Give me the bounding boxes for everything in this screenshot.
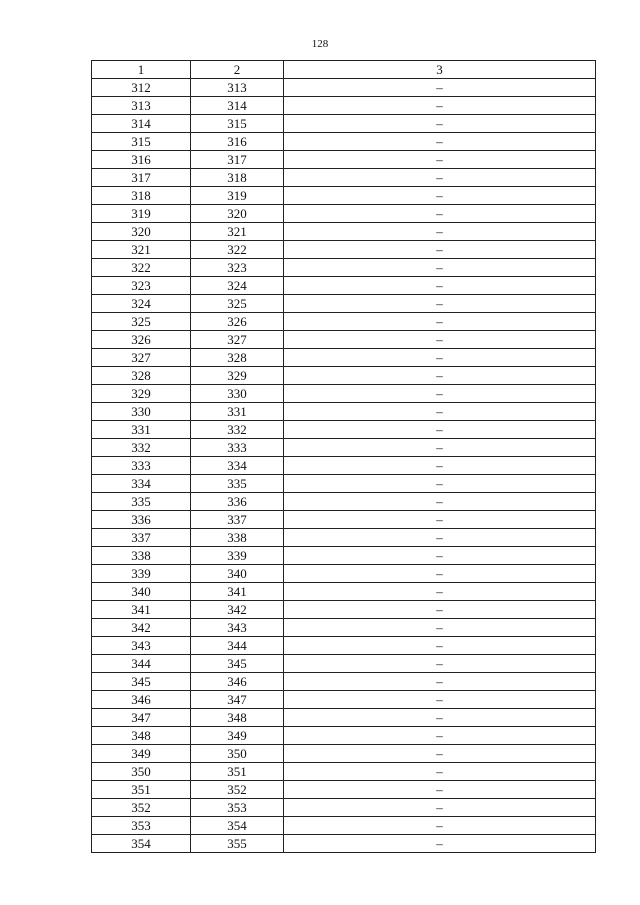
- table-cell-col-3: –: [284, 403, 596, 421]
- table-cell-col-1: 341: [92, 601, 191, 619]
- table-row: [92, 601, 596, 619]
- table-cell-col-1: 322: [92, 259, 191, 277]
- table-row: [92, 673, 596, 691]
- table-cell-col-1: 345: [92, 673, 191, 691]
- table-cell-col-1: 312: [92, 79, 191, 97]
- table-row: [92, 727, 596, 745]
- table-cell-col-1: 314: [92, 115, 191, 133]
- table-cell-col-2: 355: [191, 835, 284, 853]
- table-cell-col-1: 323: [92, 277, 191, 295]
- table-cell-col-1: 342: [92, 619, 191, 637]
- table-cell-col-2: 351: [191, 763, 284, 781]
- table-cell-col-3: –: [284, 241, 596, 259]
- table-cell-col-2: 316: [191, 133, 284, 151]
- table-cell-col-1: 337: [92, 529, 191, 547]
- table-row: [92, 781, 596, 799]
- table-cell-col-2: 328: [191, 349, 284, 367]
- table-cell-col-3: –: [284, 511, 596, 529]
- table-row: [92, 547, 596, 565]
- table-cell-col-3: –: [284, 529, 596, 547]
- table-cell-col-2: 318: [191, 169, 284, 187]
- table-cell-col-1: 354: [92, 835, 191, 853]
- table-row: [92, 655, 596, 673]
- table-cell-col-3: –: [284, 799, 596, 817]
- table-cell-col-1: 313: [92, 97, 191, 115]
- table-cell-col-1: 321: [92, 241, 191, 259]
- table-row: [92, 97, 596, 115]
- table-cell-col-3: –: [284, 295, 596, 313]
- table-cell-col-1: 339: [92, 565, 191, 583]
- table-row: [92, 367, 596, 385]
- table-row: [92, 403, 596, 421]
- table-cell-col-1: 338: [92, 547, 191, 565]
- page-number: 128: [311, 38, 329, 50]
- table-cell-col-2: 317: [191, 151, 284, 169]
- table-row: [92, 835, 596, 853]
- table-cell-col-1: 346: [92, 691, 191, 709]
- table-cell-col-2: 313: [191, 79, 284, 97]
- table-cell-col-2: 322: [191, 241, 284, 259]
- table-cell-col-1: 336: [92, 511, 191, 529]
- table-cell-col-1: 332: [92, 439, 191, 457]
- table-row: [92, 817, 596, 835]
- table-cell-col-2: 335: [191, 475, 284, 493]
- table-cell-col-3: –: [284, 133, 596, 151]
- table-cell-col-1: 334: [92, 475, 191, 493]
- table-cell-col-3: –: [284, 151, 596, 169]
- table-row: [92, 439, 596, 457]
- table-row: [92, 151, 596, 169]
- table-cell-col-2: 334: [191, 457, 284, 475]
- table-cell-col-1: 347: [92, 709, 191, 727]
- table-cell-col-2: 320: [191, 205, 284, 223]
- table-cell-col-1: 350: [92, 763, 191, 781]
- table-row: [92, 349, 596, 367]
- table-cell-col-3: –: [284, 835, 596, 853]
- table-row: [92, 709, 596, 727]
- table-cell-col-3: –: [284, 277, 596, 295]
- table-row: [92, 277, 596, 295]
- table-cell-col-3: –: [284, 493, 596, 511]
- table-cell-col-3: –: [284, 637, 596, 655]
- table-cell-col-3: –: [284, 259, 596, 277]
- table-cell-col-1: 348: [92, 727, 191, 745]
- table-cell-col-2: 354: [191, 817, 284, 835]
- table-cell-col-2: 342: [191, 601, 284, 619]
- table-cell-col-2: 337: [191, 511, 284, 529]
- column-header-1: 1: [92, 61, 191, 79]
- table-cell-col-2: 315: [191, 115, 284, 133]
- table-cell-col-3: –: [284, 673, 596, 691]
- table-cell-col-3: –: [284, 349, 596, 367]
- table-cell-col-1: 318: [92, 187, 191, 205]
- table-body: [92, 79, 596, 853]
- table-cell-col-1: 315: [92, 133, 191, 151]
- table-cell-col-3: –: [284, 565, 596, 583]
- table-cell-col-2: 326: [191, 313, 284, 331]
- table-cell-col-3: –: [284, 313, 596, 331]
- table-cell-col-2: 325: [191, 295, 284, 313]
- table-cell-col-1: 326: [92, 331, 191, 349]
- table-cell-col-3: –: [284, 97, 596, 115]
- table-cell-col-3: –: [284, 331, 596, 349]
- table-row: [92, 313, 596, 331]
- table-cell-col-3: –: [284, 601, 596, 619]
- table-cell-col-3: –: [284, 187, 596, 205]
- table-cell-col-1: 324: [92, 295, 191, 313]
- table-cell-col-3: –: [284, 169, 596, 187]
- table-row: [92, 169, 596, 187]
- table-cell-col-2: 346: [191, 673, 284, 691]
- table-cell-col-1: 340: [92, 583, 191, 601]
- table-cell-col-1: 335: [92, 493, 191, 511]
- table-cell-col-2: 353: [191, 799, 284, 817]
- table-cell-col-2: 331: [191, 403, 284, 421]
- table-cell-col-2: 327: [191, 331, 284, 349]
- table-cell-col-3: –: [284, 817, 596, 835]
- table-cell-col-3: –: [284, 655, 596, 673]
- table-cell-col-3: –: [284, 385, 596, 403]
- table-cell-col-1: 329: [92, 385, 191, 403]
- table-cell-col-3: –: [284, 583, 596, 601]
- table-cell-col-2: 345: [191, 655, 284, 673]
- data-table: [91, 60, 596, 853]
- table-header-row: [92, 61, 596, 79]
- table-row: [92, 493, 596, 511]
- table-cell-col-3: –: [284, 457, 596, 475]
- table-row: [92, 619, 596, 637]
- table-cell-col-1: 325: [92, 313, 191, 331]
- table-cell-col-1: 327: [92, 349, 191, 367]
- table-cell-col-3: –: [284, 709, 596, 727]
- table-cell-col-2: 336: [191, 493, 284, 511]
- table-row: [92, 385, 596, 403]
- table-cell-col-3: –: [284, 223, 596, 241]
- column-header-3: 3: [284, 61, 596, 79]
- table-row: [92, 205, 596, 223]
- table-row: [92, 763, 596, 781]
- table-cell-col-1: 343: [92, 637, 191, 655]
- table-row: [92, 565, 596, 583]
- table-cell-col-1: 319: [92, 205, 191, 223]
- table-cell-col-1: 316: [92, 151, 191, 169]
- table-cell-col-3: –: [284, 475, 596, 493]
- table-cell-col-1: 331: [92, 421, 191, 439]
- table-row: [92, 133, 596, 151]
- table-cell-col-1: 349: [92, 745, 191, 763]
- table-cell-col-3: –: [284, 691, 596, 709]
- table-row: [92, 457, 596, 475]
- table-cell-col-1: 344: [92, 655, 191, 673]
- table-row: [92, 475, 596, 493]
- table-cell-col-2: 348: [191, 709, 284, 727]
- table-cell-col-1: 351: [92, 781, 191, 799]
- table-row: [92, 223, 596, 241]
- table-cell-col-2: 352: [191, 781, 284, 799]
- table-cell-col-3: –: [284, 547, 596, 565]
- table-cell-col-2: 344: [191, 637, 284, 655]
- table-cell-col-3: –: [284, 115, 596, 133]
- table-cell-col-2: 319: [191, 187, 284, 205]
- table-cell-col-3: –: [284, 781, 596, 799]
- table-cell-col-3: –: [284, 619, 596, 637]
- table-cell-col-3: –: [284, 439, 596, 457]
- table-row: [92, 529, 596, 547]
- table-row: [92, 511, 596, 529]
- table-row: [92, 691, 596, 709]
- table-cell-col-2: 338: [191, 529, 284, 547]
- table-cell-col-1: 353: [92, 817, 191, 835]
- table-row: [92, 295, 596, 313]
- table-cell-col-2: 340: [191, 565, 284, 583]
- table-cell-col-1: 330: [92, 403, 191, 421]
- table-cell-col-1: 317: [92, 169, 191, 187]
- table-row: [92, 187, 596, 205]
- table-cell-col-2: 321: [191, 223, 284, 241]
- table-cell-col-3: –: [284, 205, 596, 223]
- table-row: [92, 259, 596, 277]
- table-cell-col-2: 350: [191, 745, 284, 763]
- table-cell-col-3: –: [284, 421, 596, 439]
- table-cell-col-2: 349: [191, 727, 284, 745]
- table-cell-col-1: 328: [92, 367, 191, 385]
- table-cell-col-3: –: [284, 367, 596, 385]
- table-cell-col-2: 323: [191, 259, 284, 277]
- table-cell-col-2: 330: [191, 385, 284, 403]
- table-cell-col-2: 347: [191, 691, 284, 709]
- table-cell-col-2: 333: [191, 439, 284, 457]
- table-row: [92, 421, 596, 439]
- table-cell-col-2: 329: [191, 367, 284, 385]
- table-row: [92, 799, 596, 817]
- column-header-2: 2: [191, 61, 284, 79]
- table-cell-col-2: 314: [191, 97, 284, 115]
- table-row: [92, 637, 596, 655]
- table-cell-col-3: –: [284, 79, 596, 97]
- table-cell-col-2: 324: [191, 277, 284, 295]
- table-cell-col-2: 343: [191, 619, 284, 637]
- table-cell-col-2: 332: [191, 421, 284, 439]
- table-cell-col-1: 333: [92, 457, 191, 475]
- table-cell-col-2: 341: [191, 583, 284, 601]
- table-cell-col-3: –: [284, 763, 596, 781]
- table-row: [92, 241, 596, 259]
- table-row: [92, 583, 596, 601]
- table-cell-col-2: 339: [191, 547, 284, 565]
- table-row: [92, 79, 596, 97]
- table-cell-col-3: –: [284, 745, 596, 763]
- table-row: [92, 115, 596, 133]
- table-cell-col-3: –: [284, 727, 596, 745]
- table-cell-col-1: 352: [92, 799, 191, 817]
- table-cell-col-1: 320: [92, 223, 191, 241]
- table-row: [92, 331, 596, 349]
- table-row: [92, 745, 596, 763]
